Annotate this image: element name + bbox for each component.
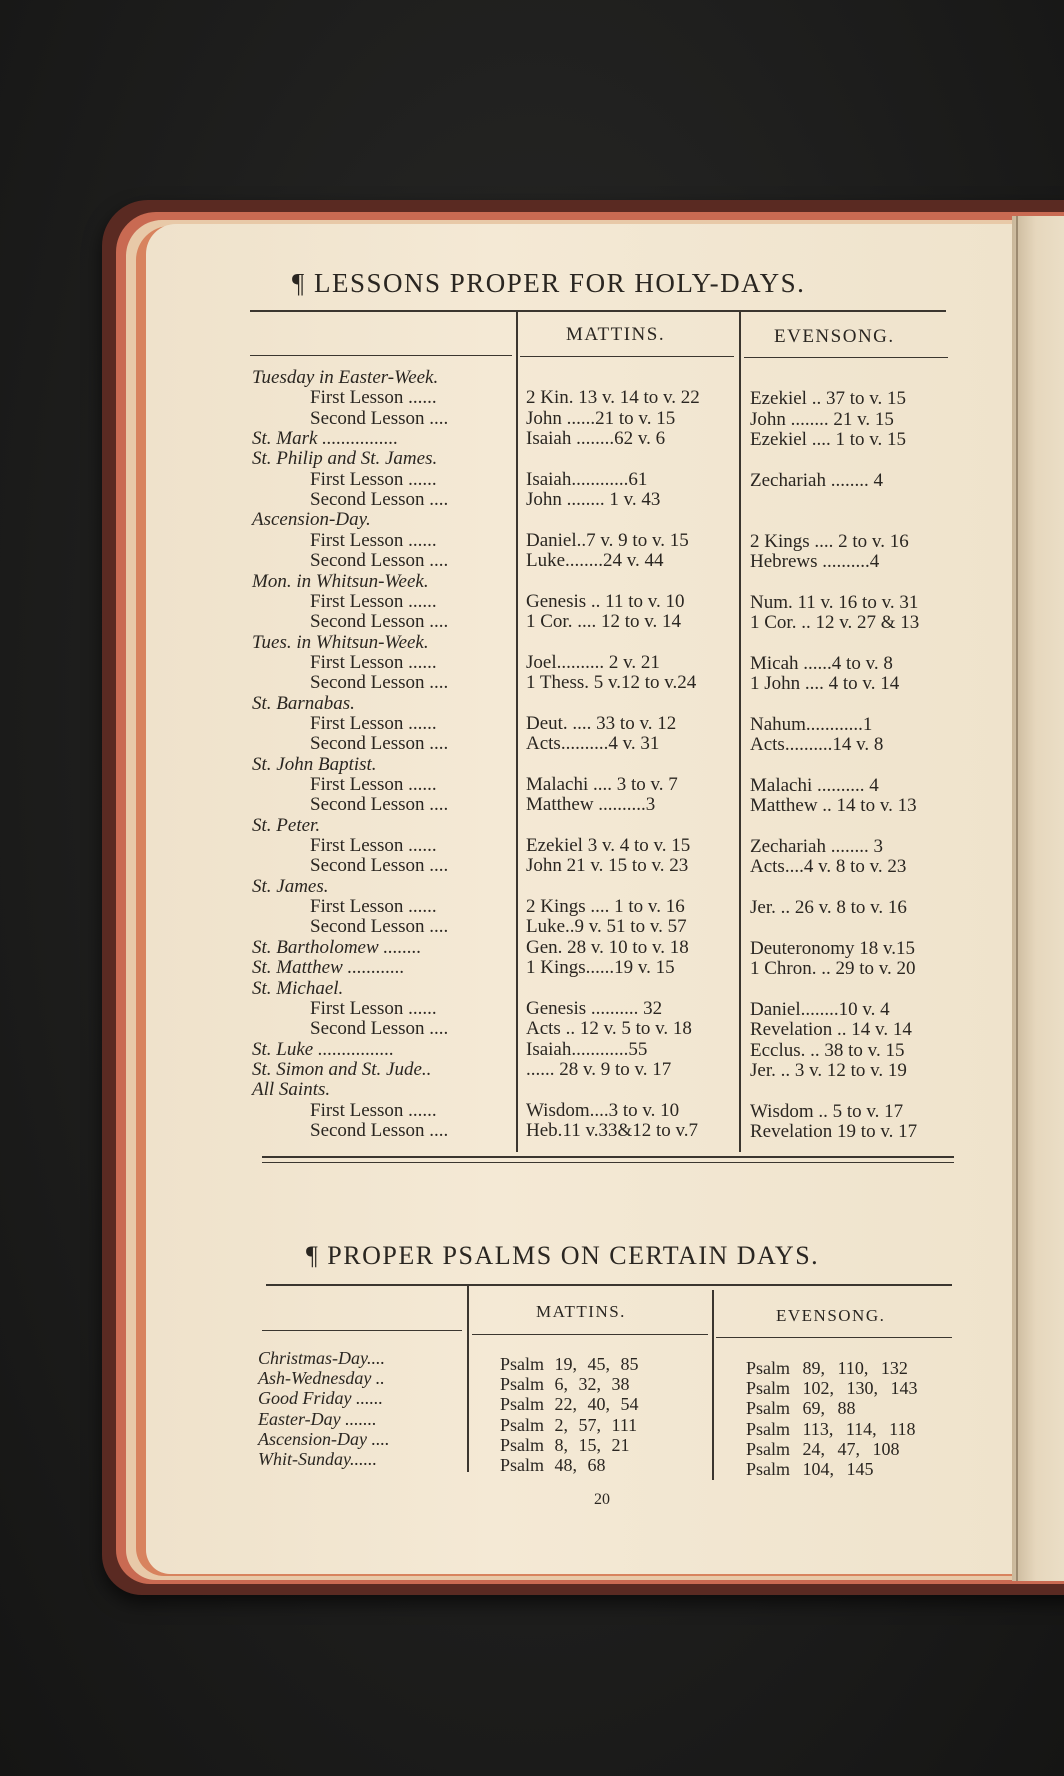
evensong-reading: 1 John .... 4 to v. 14 (750, 673, 900, 695)
lesson-label: First Lesson ...... (310, 590, 437, 612)
mattins-reading: Luke........24 v. 44 (526, 550, 664, 572)
evensong-reading: Revelation .. 14 v. 14 (750, 1019, 912, 1041)
lesson-label: Second Lesson .... (310, 1018, 449, 1040)
holy-day-label: Tuesday in Easter-Week. (252, 367, 439, 388)
holy-day-label: St. James. (252, 875, 329, 897)
mattins-reading: Acts..........4 v. 31 (526, 733, 660, 755)
evensong-psalms: Psalm 24, 47, 108 (746, 1438, 900, 1459)
psalm-day-label: Good Friday ...... (258, 1388, 383, 1409)
evensong-reading: Jer. .. 3 v. 12 to v. 19 (750, 1059, 907, 1081)
lessons-bottom-rule (262, 1156, 954, 1158)
holy-day-label: St. Barnabas. (252, 692, 355, 714)
holy-day-label: All Saints. (252, 1079, 331, 1101)
psalms-title: ¶ PROPER PSALMS ON CERTAIN DAYS. (306, 1241, 820, 1270)
lesson-label: First Lesson ...... (310, 896, 437, 918)
evensong-psalms: Psalm 104, 145 (746, 1459, 874, 1479)
evensong-reading: Malachi .......... 4 (750, 775, 879, 796)
holy-day-label: Ascension-Day. (252, 509, 371, 531)
lesson-label: Second Lesson .... (310, 550, 449, 572)
evensong-reading: Wisdom .. 5 to v. 17 (750, 1100, 904, 1122)
holy-day-label: St. Michael. (252, 977, 344, 999)
lesson-label: Second Lesson .... (310, 855, 449, 877)
lesson-label: First Lesson ...... (310, 774, 437, 795)
mattins-reading: Genesis .......... 32 (526, 997, 663, 1019)
mattins-reading: John 21 v. 15 to v. 23 (526, 855, 689, 877)
evensong-reading: Nahum............1 (750, 713, 873, 735)
evensong-reading: Ezekiel .... 1 to v. 15 (750, 429, 907, 451)
mattins-reading: Wisdom....3 to v. 10 (526, 1099, 680, 1121)
lesson-label: Second Lesson .... (310, 672, 449, 694)
gutter-line (1016, 216, 1018, 1581)
evensong-reading: John ........ 21 v. 15 (750, 408, 894, 430)
holy-day-label: St. Mark ................ (252, 428, 399, 450)
mattins-psalms: Psalm 22, 40, 54 (500, 1394, 639, 1415)
lesson-label: Second Lesson .... (310, 733, 449, 755)
evensong-psalms: Psalm 89, 110, 132 (746, 1358, 908, 1378)
lessons-header-rule (744, 357, 948, 358)
evensong-reading: Deuteronomy 18 v.15 (750, 937, 915, 959)
mattins-reading: John ........ 1 v. 43 (526, 489, 661, 511)
evensong-reading: 1 Chron. .. 29 to v. 20 (750, 958, 916, 980)
evensong-reading: Zechariah ........ 4 (750, 469, 883, 491)
evensong-reading: Ezekiel .. 37 to v. 15 (750, 388, 907, 410)
mattins-reading: 1 Kings......19 v. 15 (526, 957, 675, 979)
mattins-reading: Daniel..7 v. 9 to v. 15 (526, 529, 689, 551)
evensong-reading: Micah ......4 to v. 8 (750, 652, 893, 674)
lesson-label: First Lesson ...... (310, 651, 437, 673)
evensong-reading: Matthew .. 14 to v. 13 (750, 795, 917, 817)
mattins-reading: Luke..9 v. 51 to v. 57 (526, 916, 687, 938)
lesson-label: First Lesson ...... (310, 835, 437, 857)
lessons-header-rule (520, 356, 734, 357)
holy-day-label: St. Simon and St. Jude.. (252, 1058, 432, 1080)
holy-day-label: St. Luke ................ (252, 1038, 394, 1060)
holy-day-label: Tues. in Whitsun-Week. (252, 631, 429, 653)
evensong-reading: Acts....4 v. 8 to v. 23 (750, 856, 907, 878)
mattins-reading: Ezekiel 3 v. 4 to v. 15 (526, 835, 691, 857)
holy-day-label: St. Bartholomew ........ (252, 936, 422, 958)
mattins-reading: 1 Cor. .... 12 to v. 14 (526, 611, 681, 633)
lesson-label: Second Lesson .... (310, 407, 449, 429)
lesson-label: First Lesson ...... (310, 387, 437, 409)
evensong-psalms: Psalm 102, 130, 143 (746, 1378, 918, 1399)
evensong-reading: Zechariah ........ 3 (750, 836, 883, 858)
evensong-reading: Jer. .. 26 v. 8 to v. 16 (750, 897, 907, 919)
lessons-title: ¶ LESSONS PROPER FOR HOLY-DAYS. (292, 268, 806, 298)
holy-day-label: Mon. in Whitsun-Week. (252, 570, 429, 592)
lessons-col-divider (739, 312, 741, 1152)
psalm-day-label: Easter-Day ....... (258, 1408, 377, 1429)
lesson-label: Second Lesson .... (310, 916, 449, 938)
mattins-reading: Genesis .. 11 to v. 10 (526, 590, 685, 612)
psalms-evensong-header: EVENSONG. (776, 1306, 886, 1325)
mattins-reading: Deut. .... 33 to v. 12 (526, 712, 677, 734)
mattins-reading: Acts .. 12 v. 5 to v. 18 (526, 1018, 692, 1040)
mattins-reading: Isaiah............55 (526, 1038, 648, 1060)
mattins-reading: 2 Kin. 13 v. 14 to v. 22 (526, 387, 700, 409)
mattins-psalms: Psalm 48, 68 (500, 1455, 606, 1475)
holy-day-label: St. John Baptist. (252, 753, 377, 775)
evensong-reading: Hebrews ..........4 (750, 551, 880, 573)
psalms-header-rule (472, 1334, 708, 1335)
psalms-top-rule (266, 1284, 952, 1286)
lesson-label: Second Lesson .... (310, 1119, 449, 1141)
evensong-reading: Daniel........10 v. 4 (750, 998, 890, 1020)
evensong-reading: 1 Cor. .. 12 v. 27 & 13 (750, 612, 920, 634)
lessons-evensong-header: EVENSONG. (774, 326, 895, 347)
lessons-header-rule (250, 355, 512, 356)
lesson-label: First Lesson ...... (310, 997, 437, 1019)
psalms-col-divider (712, 1290, 714, 1480)
psalms-header-rule (716, 1337, 952, 1338)
lessons-mattins-header: MATTINS. (566, 324, 666, 345)
lessons-col-divider (516, 312, 518, 1152)
evensong-reading: Revelation 19 to v. 17 (750, 1120, 918, 1142)
psalm-day-label: Whit-Sunday...... (258, 1449, 377, 1469)
psalms-mattins-header: MATTINS. (536, 1302, 626, 1321)
lessons-bottom-rule (262, 1162, 954, 1163)
mattins-psalms: Psalm 6, 32, 38 (500, 1374, 630, 1395)
facing-page (1012, 216, 1064, 1581)
psalm-day-label: Ascension-Day .... (258, 1428, 390, 1449)
mattins-psalms: Psalm 2, 57, 111 (500, 1414, 638, 1435)
page-number: 20 (594, 1491, 610, 1508)
evensong-reading: Acts..........14 v. 8 (750, 734, 884, 756)
lesson-label: First Lesson ...... (310, 1099, 437, 1121)
lesson-label: Second Lesson .... (310, 794, 449, 816)
mattins-reading: 2 Kings .... 1 to v. 16 (526, 896, 685, 918)
lesson-label: Second Lesson .... (310, 489, 449, 511)
psalm-day-label: Ash-Wednesday .. (258, 1368, 385, 1389)
mattins-reading: Isaiah ........62 v. 6 (526, 428, 666, 450)
mattins-psalms: Psalm 8, 15, 21 (500, 1434, 630, 1455)
mattins-reading: Isaiah............61 (526, 468, 648, 490)
evensong-psalms: Psalm 113, 114, 118 (746, 1418, 916, 1439)
mattins-psalms: Psalm 19, 45, 85 (500, 1354, 639, 1374)
evensong-reading: Ecclus. .. 38 to v. 15 (750, 1039, 905, 1061)
mattins-reading: Matthew ..........3 (526, 794, 656, 816)
mattins-reading: John ......21 to v. 15 (526, 407, 676, 429)
lesson-label: First Lesson ...... (310, 529, 437, 551)
evensong-reading: 2 Kings .... 2 to v. 16 (750, 530, 909, 552)
psalm-day-label: Christmas-Day.... (258, 1348, 386, 1368)
mattins-reading: Gen. 28 v. 10 to v. 18 (526, 936, 689, 958)
lessons-top-rule (250, 310, 946, 312)
evensong-psalms: Psalm 69, 88 (746, 1398, 856, 1419)
holy-day-label: St. Peter. (252, 814, 321, 836)
lesson-label: Second Lesson .... (310, 611, 449, 633)
lesson-label: First Lesson ...... (310, 468, 437, 490)
mattins-reading: 1 Thess. 5 v.12 to v.24 (526, 672, 697, 694)
holy-day-label: St. Philip and St. James. (252, 448, 438, 470)
mattins-reading: Joel.......... 2 v. 21 (526, 651, 660, 673)
psalms-col-divider (467, 1286, 469, 1472)
mattins-reading: ...... 28 v. 9 to v. 17 (526, 1058, 672, 1080)
evensong-reading: Num. 11 v. 16 to v. 31 (750, 591, 919, 613)
lesson-label: First Lesson ...... (310, 712, 437, 734)
holy-day-label: St. Matthew ............ (252, 957, 405, 979)
psalms-header-rule (262, 1330, 462, 1331)
mattins-reading: Heb.11 v.33&12 to v.7 (526, 1119, 699, 1141)
mattins-reading: Malachi .... 3 to v. 7 (526, 774, 678, 795)
